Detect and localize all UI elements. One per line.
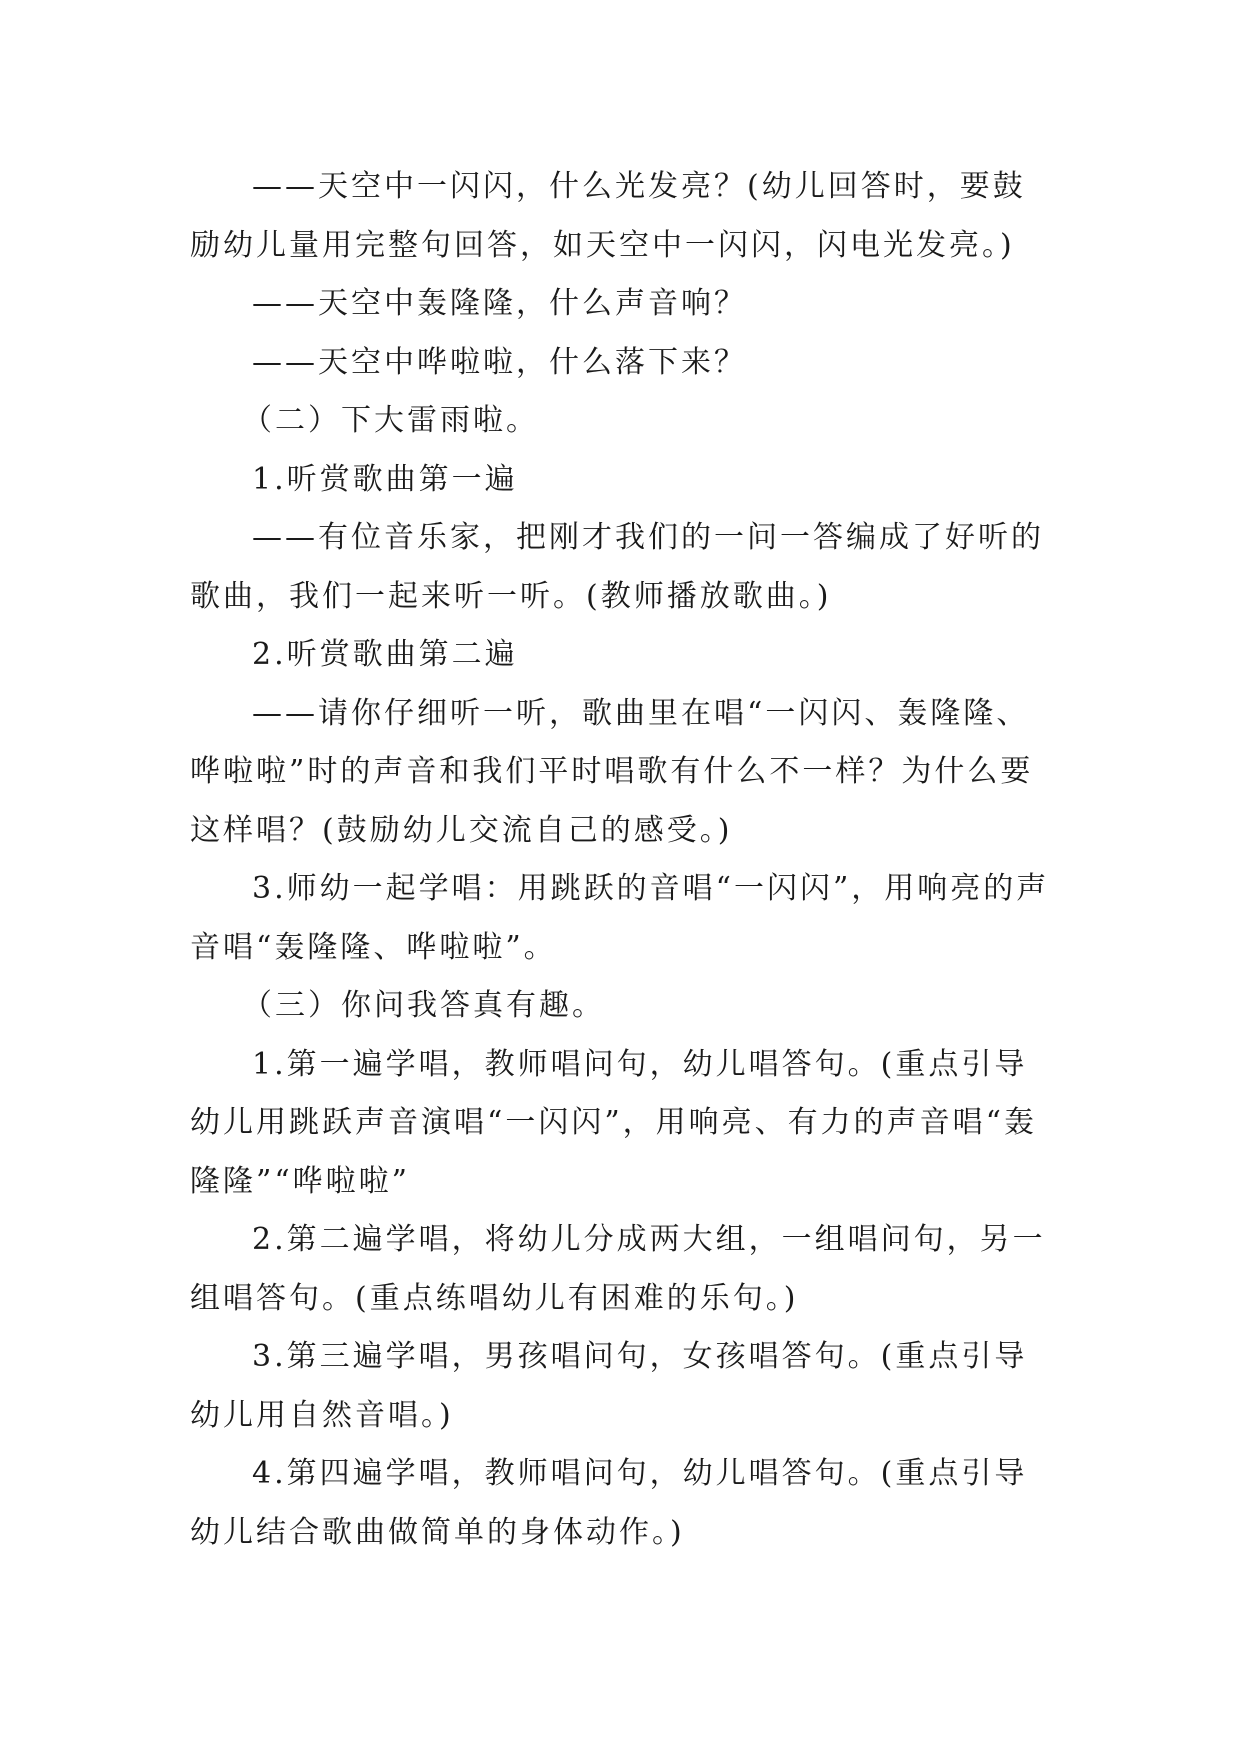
paragraph-listen-carefully: ——请你仔细听一听，歌曲里在唱“一闪闪、轰隆隆、哗啦啦”时的声音和我们平时唱歌有什么不一样？为什么要这样唱？(鼓励幼儿交流自己的感受。) <box>190 695 1034 848</box>
paragraph-practice-2: 2.第二遍学唱，将幼儿分成两大组，一组唱问句，另一组唱答句。(重点练唱幼儿有困难的乐句。) <box>190 1222 1046 1316</box>
section-heading-2: （二）下大雷雨啦。 <box>242 403 539 438</box>
section-heading-3: （三）你问我答真有趣。 <box>242 988 605 1023</box>
document-page <box>190 158 1050 1562</box>
paragraph-question-thunder: ——天空中轰隆隆，什么声音响？ <box>252 286 747 321</box>
paragraph-sing-together: 3.师幼一起学唱：用跳跃的音唱“一闪闪”，用响亮的声音唱“轰隆隆、哗啦啦”。 <box>190 871 1050 965</box>
paragraph-practice-4: 4.第四遍学唱，教师唱问句，幼儿唱答句。(重点引导幼儿结合歌曲做简单的身体动作。) <box>190 1456 1028 1550</box>
paragraph-practice-1: 1.第一遍学唱，教师唱问句，幼儿唱答句。(重点引导幼儿用跳跃声音演唱“一闪闪”，用响亮、有力的声音唱“轰隆隆”“哗啦啦” <box>190 1046 1038 1199</box>
paragraph-listen-first: 1.听赏歌曲第一遍 <box>252 461 518 497</box>
paragraph-musician: ——有位音乐家，把刚才我们的一问一答编成了好听的歌曲，我们一起来听一听。(教师播放歌曲。) <box>190 520 1044 614</box>
paragraph-question-lightning: ——天空中一闪闪，什么光发亮？(幼儿回答时，要鼓励幼儿量用完整句回答，如天空中一闪闪，闪电光发亮。) <box>190 169 1026 263</box>
paragraph-question-rain: ——天空中哗啦啦，什么落下来？ <box>252 344 747 380</box>
paragraph-listen-second: 2.听赏歌曲第二遍 <box>252 637 518 672</box>
paragraph-practice-3: 3.第三遍学唱，男孩唱问句，女孩唱答句。(重点引导幼儿用自然音唱。) <box>190 1339 1028 1433</box>
